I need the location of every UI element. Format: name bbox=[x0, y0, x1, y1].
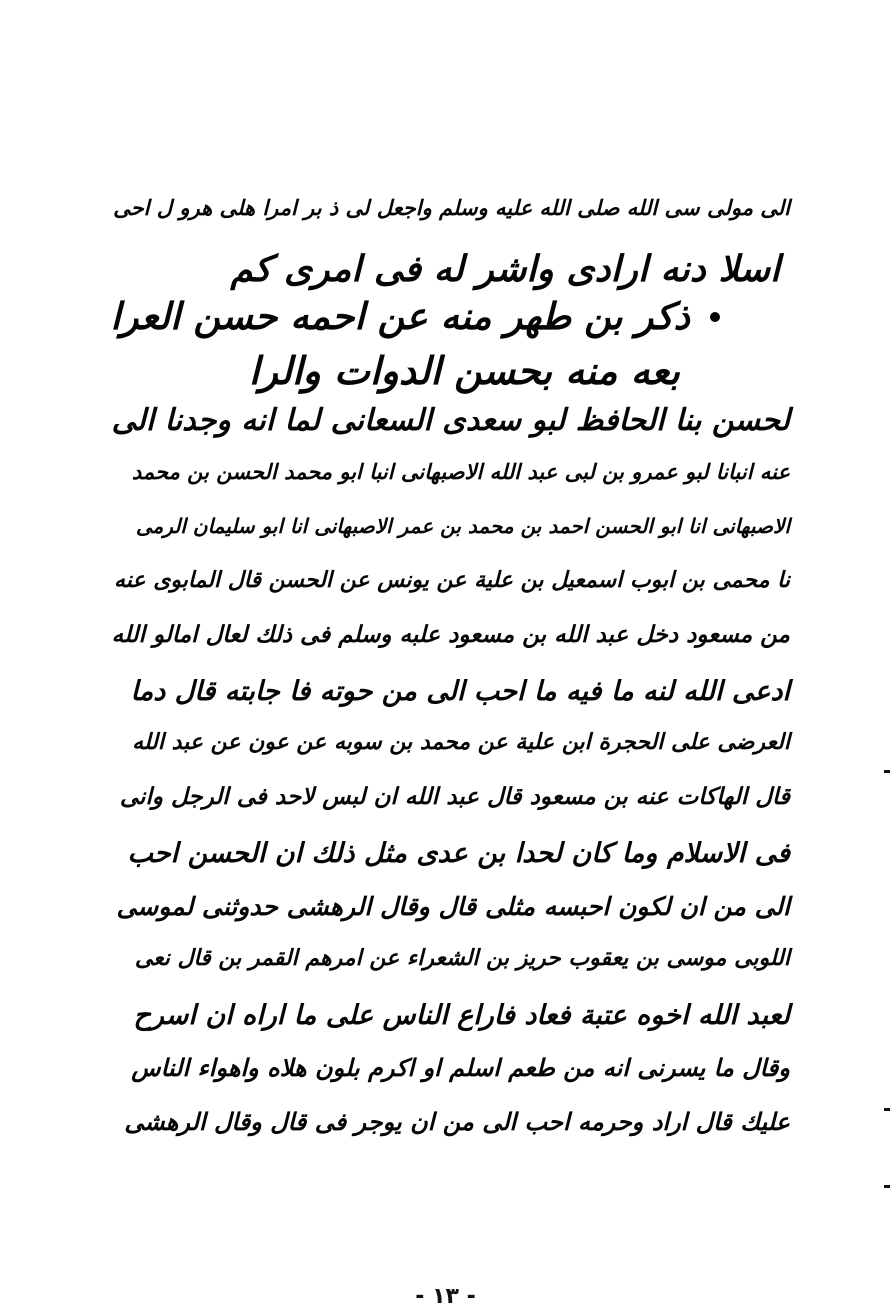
manuscript-line-6: عنه انبانا لبو عمرو بن لبى عبد الله الاصبهانى انبا ابو محمد الحسن بن محمد bbox=[131, 460, 790, 484]
scan-edge-mark bbox=[884, 1108, 890, 1111]
manuscript-line-11: العرضى على الحجرة ابن علية عن محمد بن سوبه عن عون عن عبد الله bbox=[132, 730, 790, 755]
manuscript-line-5: لحسن بنا الحافظ لبو سعدى السعانى لما انه وجدنا الى bbox=[111, 403, 790, 438]
manuscript-line-18: عليك قال اراد وحرمه احب الى من ان يوجر فى قال وقال الرهشى bbox=[124, 1108, 790, 1136]
manuscript-line-7: الاصبهانى انا ابو الحسن احمد بن محمد بن عمر الاصبهانى انا ابو سليمان الرمى bbox=[135, 514, 790, 538]
manuscript-line-4: بعه منه بحسن الدوات والرا bbox=[248, 349, 680, 393]
manuscript-line-1: الى مولى سى الله صلى الله عليه وسلم واجعل لى ذ بر امرا هلى هرو ل احى bbox=[113, 196, 790, 220]
manuscript-text-block bbox=[110, 180, 790, 1160]
manuscript-line-10: ادعى الله لنه ما فيه ما احب الى من حوته فا جابته قال دما bbox=[130, 676, 790, 707]
scan-edge-mark bbox=[884, 1185, 890, 1188]
manuscript-line-2: اسلا دنه ارادى واشر له فى امرى كم bbox=[230, 249, 780, 290]
manuscript-line-13: فى الاسلام وما كان لحدا بن عدى مثل ذلك ان الحسن احب bbox=[127, 838, 790, 869]
manuscript-line-16: لعبد الله اخوه عتبة فعاد فاراع الناس على ما اراه ان اسرح bbox=[133, 1000, 790, 1031]
manuscript-line-17: وقال ما يسرنى انه من طعم اسلم او اكرم بلون هلاه واهواء الناس bbox=[131, 1054, 790, 1082]
line-bullet-marker bbox=[710, 312, 720, 322]
manuscript-line-15: اللوبى موسى بن يعقوب حريز بن الشعراء عن امرهم القمر بن قال نعى bbox=[134, 946, 790, 971]
manuscript-line-8: نا محمى بن ابوب اسمعيل بن علية عن يونس عن الحسن قال المابوى عنه bbox=[113, 568, 790, 593]
manuscript-line-3: ذكر بن طهر منه عن احمه حسن العرا bbox=[110, 295, 690, 338]
page-number: - ١٣ - bbox=[415, 1284, 476, 1309]
manuscript-line-12: قال الهاكات عنه بن مسعود قال عبد الله ان لبس لاحد فى الرجل وانى bbox=[119, 784, 790, 810]
scan-edge-mark bbox=[884, 770, 890, 773]
manuscript-line-14: الى من ان لكون احبسه مثلى قال وقال الرهشى حدوثنى لموسى bbox=[116, 892, 790, 921]
manuscript-line-9: من مسعود دخل عبد الله بن مسعود علبه وسلم فى ذلك لعال امالو الله bbox=[111, 622, 790, 648]
